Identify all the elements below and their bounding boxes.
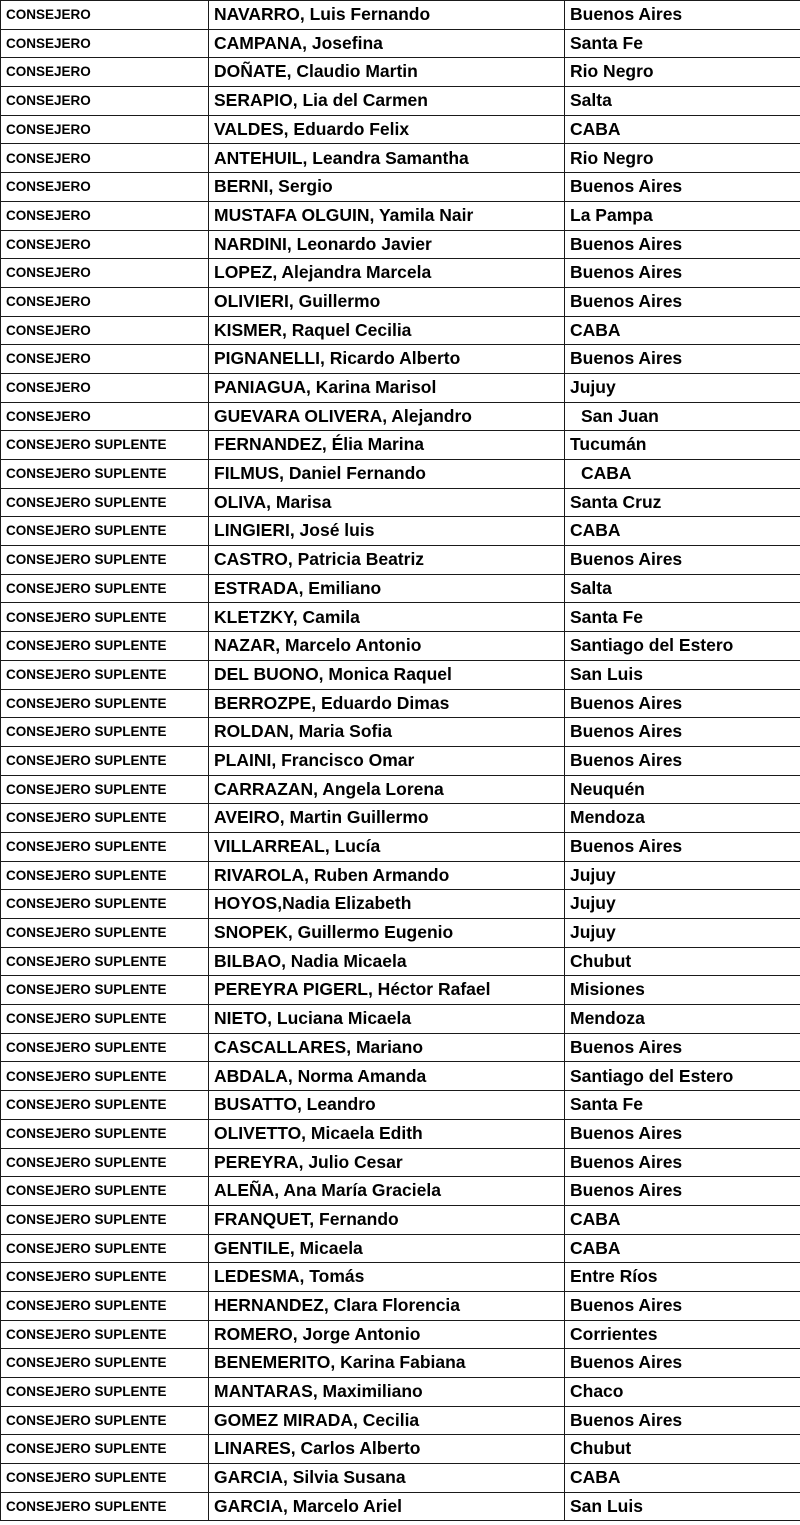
table-row (1, 660, 800, 689)
table-row (1, 29, 800, 58)
name-cell: NAZAR, Marcelo Antonio (209, 632, 565, 661)
role-cell: CONSEJERO (1, 287, 209, 316)
table-row (1, 1234, 800, 1263)
name-cell: MANTARAS, Maximiliano (209, 1378, 565, 1407)
table-row (1, 1148, 800, 1177)
role-cell: CONSEJERO SUPLENTE (1, 574, 209, 603)
role-cell: CONSEJERO SUPLENTE (1, 1406, 209, 1435)
province-cell: Misiones (565, 976, 800, 1005)
table-row (1, 460, 800, 489)
name-cell: CASTRO, Patricia Beatriz (209, 546, 565, 575)
province-cell: Buenos Aires (565, 832, 800, 861)
name-cell: DOÑATE, Claudio Martin (209, 58, 565, 87)
table-row (1, 976, 800, 1005)
role-cell: CONSEJERO (1, 173, 209, 202)
province-cell: La Pampa (565, 201, 800, 230)
province-cell: Santa Fe (565, 603, 800, 632)
role-cell: CONSEJERO SUPLENTE (1, 890, 209, 919)
name-cell: RIVAROLA, Ruben Armando (209, 861, 565, 890)
province-cell: Buenos Aires (565, 1148, 800, 1177)
table-row (1, 287, 800, 316)
name-cell: BUSATTO, Leandro (209, 1091, 565, 1120)
name-cell: CARRAZAN, Angela Lorena (209, 775, 565, 804)
name-cell: OLIVA, Marisa (209, 488, 565, 517)
role-cell: CONSEJERO SUPLENTE (1, 861, 209, 890)
role-cell: CONSEJERO SUPLENTE (1, 1005, 209, 1034)
province-cell: CABA (565, 517, 800, 546)
role-cell: CONSEJERO SUPLENTE (1, 919, 209, 948)
name-cell: VILLARREAL, Lucía (209, 832, 565, 861)
table-row (1, 115, 800, 144)
province-cell: Buenos Aires (565, 345, 800, 374)
province-cell: CABA (565, 460, 800, 489)
name-cell: PLAINI, Francisco Omar (209, 746, 565, 775)
table-row (1, 919, 800, 948)
province-cell: San Luis (565, 660, 800, 689)
role-cell: CONSEJERO SUPLENTE (1, 488, 209, 517)
role-cell: CONSEJERO (1, 316, 209, 345)
name-cell: CASCALLARES, Mariano (209, 1033, 565, 1062)
name-cell: BERROZPE, Eduardo Dimas (209, 689, 565, 718)
table-row (1, 402, 800, 431)
name-cell: AVEIRO, Martin Guillermo (209, 804, 565, 833)
name-cell: GOMEZ MIRADA, Cecilia (209, 1406, 565, 1435)
province-cell: Buenos Aires (565, 259, 800, 288)
role-cell: CONSEJERO SUPLENTE (1, 603, 209, 632)
role-cell: CONSEJERO (1, 402, 209, 431)
role-cell: CONSEJERO SUPLENTE (1, 1435, 209, 1464)
table-row (1, 832, 800, 861)
province-cell: Buenos Aires (565, 1291, 800, 1320)
province-cell: Entre Ríos (565, 1263, 800, 1292)
province-cell: San Juan (565, 402, 800, 431)
role-cell: CONSEJERO SUPLENTE (1, 976, 209, 1005)
role-cell: CONSEJERO (1, 87, 209, 116)
table-row (1, 890, 800, 919)
province-cell: Tucumán (565, 431, 800, 460)
province-cell: Buenos Aires (565, 1033, 800, 1062)
table-row (1, 746, 800, 775)
role-cell: CONSEJERO SUPLENTE (1, 1234, 209, 1263)
role-cell: CONSEJERO (1, 58, 209, 87)
role-cell: CONSEJERO SUPLENTE (1, 1177, 209, 1206)
role-cell: CONSEJERO (1, 345, 209, 374)
table-row (1, 1378, 800, 1407)
name-cell: SNOPEK, Guillermo Eugenio (209, 919, 565, 948)
province-cell: Santa Fe (565, 1091, 800, 1120)
province-cell: Chubut (565, 947, 800, 976)
table-row (1, 1291, 800, 1320)
table-row (1, 1062, 800, 1091)
name-cell: ANTEHUIL, Leandra Samantha (209, 144, 565, 173)
province-cell: CABA (565, 1234, 800, 1263)
province-cell: Jujuy (565, 373, 800, 402)
role-cell: CONSEJERO (1, 144, 209, 173)
province-cell: Santa Cruz (565, 488, 800, 517)
role-cell: CONSEJERO SUPLENTE (1, 1148, 209, 1177)
members-table-body (1, 1, 800, 1521)
name-cell: LINGIERI, José luis (209, 517, 565, 546)
province-cell: Buenos Aires (565, 230, 800, 259)
role-cell: CONSEJERO (1, 1, 209, 30)
table-row (1, 58, 800, 87)
table-row (1, 1464, 800, 1493)
role-cell: CONSEJERO SUPLENTE (1, 1320, 209, 1349)
role-cell: CONSEJERO SUPLENTE (1, 718, 209, 747)
province-cell: CABA (565, 115, 800, 144)
province-cell: Jujuy (565, 861, 800, 890)
role-cell: CONSEJERO SUPLENTE (1, 517, 209, 546)
name-cell: FERNANDEZ, Élia Marina (209, 431, 565, 460)
name-cell: GUEVARA OLIVERA, Alejandro (209, 402, 565, 431)
province-cell: Buenos Aires (565, 689, 800, 718)
province-cell: Rio Negro (565, 58, 800, 87)
table-row (1, 373, 800, 402)
name-cell: BILBAO, Nadia Micaela (209, 947, 565, 976)
role-cell: CONSEJERO SUPLENTE (1, 689, 209, 718)
table-row (1, 1263, 800, 1292)
table-row (1, 259, 800, 288)
name-cell: FILMUS, Daniel Fernando (209, 460, 565, 489)
province-cell: Salta (565, 87, 800, 116)
province-cell: Buenos Aires (565, 718, 800, 747)
role-cell: CONSEJERO SUPLENTE (1, 1291, 209, 1320)
province-cell: CABA (565, 1205, 800, 1234)
name-cell: PEREYRA PIGERL, Héctor Rafael (209, 976, 565, 1005)
role-cell: CONSEJERO SUPLENTE (1, 1033, 209, 1062)
role-cell: CONSEJERO SUPLENTE (1, 1091, 209, 1120)
name-cell: GENTILE, Micaela (209, 1234, 565, 1263)
province-cell: Chaco (565, 1378, 800, 1407)
table-row (1, 1435, 800, 1464)
role-cell: CONSEJERO SUPLENTE (1, 1263, 209, 1292)
table-row (1, 144, 800, 173)
name-cell: OLIVETTO, Micaela Edith (209, 1119, 565, 1148)
province-cell: Buenos Aires (565, 173, 800, 202)
role-cell: CONSEJERO SUPLENTE (1, 832, 209, 861)
role-cell: CONSEJERO (1, 29, 209, 58)
role-cell: CONSEJERO SUPLENTE (1, 746, 209, 775)
name-cell: NAVARRO, Luis Fernando (209, 1, 565, 30)
province-cell: Buenos Aires (565, 746, 800, 775)
province-cell: Mendoza (565, 804, 800, 833)
role-cell: CONSEJERO SUPLENTE (1, 1119, 209, 1148)
province-cell: Buenos Aires (565, 1119, 800, 1148)
province-cell: CABA (565, 1464, 800, 1493)
table-row (1, 87, 800, 116)
province-cell: Chubut (565, 1435, 800, 1464)
role-cell: CONSEJERO SUPLENTE (1, 1464, 209, 1493)
name-cell: DEL BUONO, Monica Raquel (209, 660, 565, 689)
table-row (1, 1033, 800, 1062)
table-row (1, 488, 800, 517)
name-cell: BERNI, Sergio (209, 173, 565, 202)
name-cell: PIGNANELLI, Ricardo Alberto (209, 345, 565, 374)
province-cell: Buenos Aires (565, 1177, 800, 1206)
name-cell: KLETZKY, Camila (209, 603, 565, 632)
role-cell: CONSEJERO SUPLENTE (1, 546, 209, 575)
name-cell: ROLDAN, Maria Sofia (209, 718, 565, 747)
table-row (1, 1119, 800, 1148)
table-row (1, 1005, 800, 1034)
table-row (1, 345, 800, 374)
name-cell: PEREYRA, Julio Cesar (209, 1148, 565, 1177)
role-cell: CONSEJERO SUPLENTE (1, 1205, 209, 1234)
table-row (1, 603, 800, 632)
province-cell: Buenos Aires (565, 1406, 800, 1435)
role-cell: CONSEJERO SUPLENTE (1, 1062, 209, 1091)
name-cell: VALDES, Eduardo Felix (209, 115, 565, 144)
name-cell: FRANQUET, Fernando (209, 1205, 565, 1234)
table-row (1, 718, 800, 747)
role-cell: CONSEJERO SUPLENTE (1, 947, 209, 976)
name-cell: BENEMERITO, Karina Fabiana (209, 1349, 565, 1378)
table-row (1, 1406, 800, 1435)
table-row (1, 1349, 800, 1378)
province-cell: Neuquén (565, 775, 800, 804)
name-cell: HERNANDEZ, Clara Florencia (209, 1291, 565, 1320)
name-cell: CAMPANA, Josefina (209, 29, 565, 58)
table-row (1, 804, 800, 833)
role-cell: CONSEJERO SUPLENTE (1, 431, 209, 460)
table-row (1, 1091, 800, 1120)
table-row (1, 1177, 800, 1206)
table-row (1, 1492, 800, 1521)
role-cell: CONSEJERO SUPLENTE (1, 1378, 209, 1407)
table-row (1, 316, 800, 345)
table-row (1, 861, 800, 890)
role-cell: CONSEJERO (1, 201, 209, 230)
role-cell: CONSEJERO SUPLENTE (1, 460, 209, 489)
name-cell: ABDALA, Norma Amanda (209, 1062, 565, 1091)
table-row (1, 431, 800, 460)
table-row (1, 1320, 800, 1349)
role-cell: CONSEJERO (1, 259, 209, 288)
role-cell: CONSEJERO SUPLENTE (1, 660, 209, 689)
role-cell: CONSEJERO (1, 115, 209, 144)
role-cell: CONSEJERO SUPLENTE (1, 632, 209, 661)
province-cell: San Luis (565, 1492, 800, 1521)
province-cell: Santiago del Estero (565, 632, 800, 661)
name-cell: LOPEZ, Alejandra Marcela (209, 259, 565, 288)
name-cell: GARCIA, Silvia Susana (209, 1464, 565, 1493)
name-cell: OLIVIERI, Guillermo (209, 287, 565, 316)
name-cell: LEDESMA, Tomás (209, 1263, 565, 1292)
table-row (1, 546, 800, 575)
province-cell: Salta (565, 574, 800, 603)
province-cell: Buenos Aires (565, 1, 800, 30)
role-cell: CONSEJERO (1, 230, 209, 259)
name-cell: ROMERO, Jorge Antonio (209, 1320, 565, 1349)
role-cell: CONSEJERO SUPLENTE (1, 804, 209, 833)
table-row (1, 1205, 800, 1234)
role-cell: CONSEJERO SUPLENTE (1, 1349, 209, 1378)
table-row (1, 574, 800, 603)
table-row (1, 632, 800, 661)
province-cell: Santa Fe (565, 29, 800, 58)
province-cell: Corrientes (565, 1320, 800, 1349)
name-cell: LINARES, Carlos Alberto (209, 1435, 565, 1464)
table-row (1, 230, 800, 259)
province-cell: Mendoza (565, 1005, 800, 1034)
province-cell: CABA (565, 316, 800, 345)
role-cell: CONSEJERO SUPLENTE (1, 1492, 209, 1521)
role-cell: CONSEJERO (1, 373, 209, 402)
name-cell: NARDINI, Leonardo Javier (209, 230, 565, 259)
province-cell: Buenos Aires (565, 546, 800, 575)
name-cell: PANIAGUA, Karina Marisol (209, 373, 565, 402)
name-cell: MUSTAFA OLGUIN, Yamila Nair (209, 201, 565, 230)
table-row (1, 1, 800, 30)
province-cell: Jujuy (565, 919, 800, 948)
name-cell: NIETO, Luciana Micaela (209, 1005, 565, 1034)
table-row (1, 775, 800, 804)
name-cell: ALEÑA, Ana María Graciela (209, 1177, 565, 1206)
province-cell: Jujuy (565, 890, 800, 919)
name-cell: SERAPIO, Lia del Carmen (209, 87, 565, 116)
name-cell: GARCIA, Marcelo Ariel (209, 1492, 565, 1521)
table-row (1, 689, 800, 718)
province-cell: Buenos Aires (565, 287, 800, 316)
table-row (1, 947, 800, 976)
name-cell: HOYOS,Nadia Elizabeth (209, 890, 565, 919)
name-cell: ESTRADA, Emiliano (209, 574, 565, 603)
province-cell: Rio Negro (565, 144, 800, 173)
role-cell: CONSEJERO SUPLENTE (1, 775, 209, 804)
table-row (1, 201, 800, 230)
table-row (1, 173, 800, 202)
table-row (1, 517, 800, 546)
province-cell: Santiago del Estero (565, 1062, 800, 1091)
name-cell: KISMER, Raquel Cecilia (209, 316, 565, 345)
province-cell: Buenos Aires (565, 1349, 800, 1378)
